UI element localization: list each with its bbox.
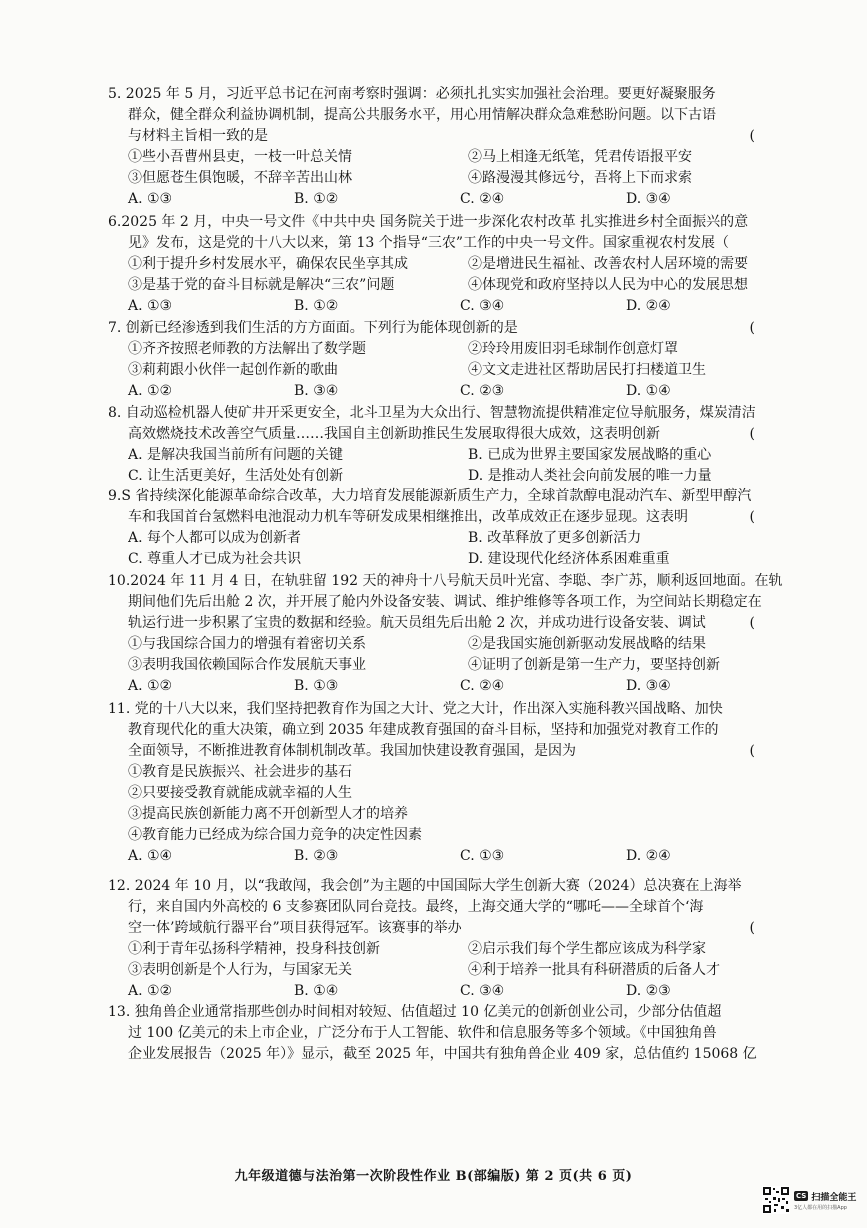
option-row [108,189,867,210]
option-a: A. ①② [128,383,173,399]
statement-row [108,655,867,676]
question-8 [108,403,867,487]
option-row [108,981,867,1002]
question-5-stem-line: 5. 2025 年 5 月，习近平总书记在河南考察时强调：必须扎扎实实加强社会治理。要更好凝聚服务 [108,86,716,102]
statement-row [108,634,867,655]
statement: ③提高民族创新能力离不开创新型人才的培养 [128,806,408,822]
question-13-stem-line: 企业发展报告（2025 年）》显示，截至 2025 年，中国共有独角兽企业 409 家，总估值约 15068 亿 [128,1046,757,1062]
question-11 [108,699,867,867]
statement: ②启示我们每个学生都应该成为科学家 [468,941,706,957]
scanner-badge [794,1190,856,1211]
question-7 [108,318,867,402]
question-5-stem-line: 群众，健全群众利益协调机制，提高公共服务水平，用心用情解决群众急难愁盼问题。以下古语 [128,107,716,123]
option-b: B. ②③ [294,848,339,864]
question-5 [108,84,867,210]
option-b: B. ①② [294,191,339,207]
statement: ①些小吾曹州县吏，一枝一叶总关情 [128,149,352,165]
statement: ④利于培养一批具有科研潜质的后备人才 [468,962,720,978]
question-12-stem-line: 12. 2024 年 10 月，以“我敢闯，我会创”为主题的中国国际大学生创新大赛（2024）总决赛在上海举 [108,878,742,894]
option-d: D. ①④ [626,383,671,399]
statement-row [108,254,867,275]
statement: ③但愿苍生俱饱暖，不辞辛苦出山林 [128,170,352,186]
statement: ②只要接受教育就能成就幸福的人生 [128,785,352,801]
statement: ②玲玲用废旧羽毛球制作创意灯罩 [468,341,678,357]
answer-paren: ( [749,743,755,759]
statement: ④文文走进社区帮助居民打扫楼道卫生 [468,362,706,378]
qr-code-icon [762,1186,790,1214]
question-10-stem-line: 期间他们先后出舱 2 次，并开展了舱内外设备安装、调试、维护维修等各项工作，为空间站长期稳定在 [128,594,762,610]
statement: ②马上相逢无纸笔，凭君传语报平安 [468,149,692,165]
option-a: A. ①② [128,678,173,694]
statement: ④证明了创新是第一生产力，要坚持创新 [468,657,720,673]
choice-row [108,528,867,549]
option-b: B. ①② [294,298,339,314]
answer-paren: ( [749,128,755,144]
choice-row [108,445,867,466]
statement: ②是增进民生福祉、改善农村人居环境的需要 [468,256,748,272]
option-b: B. ①④ [294,983,339,999]
question-13 [108,1002,867,1065]
option-c: C. 尊重人才已成为社会共识 [128,551,302,567]
option-b: B. 已成为世界主要国家发展战略的重心 [468,447,712,463]
option-c: C. ②④ [460,678,505,694]
answer-paren: ( [749,426,755,442]
option-d: D. ②④ [626,848,671,864]
question-13-stem-line: 过 100 亿美元的未上市企业，广泛分布于人工智能、软件和信息服务等多个领域。《中国独角兽 [128,1025,717,1041]
scanner-watermark [762,1180,858,1220]
statement: ③表明我国依赖国际合作发展航天事业 [128,657,366,673]
option-c: C. ③④ [460,298,505,314]
option-c: C. ①③ [460,848,505,864]
question-12-stem-line: 空一体’跨域航行器平台”项目获得冠军。该赛事的举办 ( [108,918,867,939]
question-11-stem-line: 教育现代化的重大决策，确立到 2035 年建成教育强国的奋斗目标，坚持和加强党对教育工作的 [128,722,719,738]
question-5-stem-line: 与材料主旨相一致的是 ( [108,126,867,147]
statement-row [108,339,867,360]
option-c: C. ③④ [460,983,505,999]
statement: ①利于提升乡村发展水平，确保农民坐享其成 [128,256,408,272]
statement: ①与我国综合国力的增强有着密切关系 [128,636,366,652]
option-a: A. 每个人都可以成为创新者 [128,530,302,546]
statement: ④教育能力已经成为综合国力竞争的决定性因素 [128,827,422,843]
option-a: A. ①③ [128,298,173,314]
question-9-stem-line: 9.S 省持续深化能源革命综合改革，大力培育发展能源新质生产力，全球首款醇电混动汽车、新型甲醇汽 [108,488,752,504]
statement: ④路漫漫其修远兮，吾将上下而求索 [468,170,692,186]
question-10 [108,571,867,697]
statement: ③表明创新是个人行为，与国家无关 [128,962,352,978]
option-row [108,676,867,697]
option-row [108,296,867,317]
answer-paren: ( [749,615,755,631]
question-6 [108,212,867,317]
option-a: A. 是解决我国当前所有问题的关键 [128,447,344,463]
option-d: D. 建设现代化经济体系困难重重 [468,551,670,567]
option-a: A. ①③ [128,191,173,207]
statement: ②是我国实施创新驱动发展战略的结果 [468,636,706,652]
page-footer: 九年级道德与法治第一次阶段性作业 B(部编版) 第 2 页(共 6 页) [234,1169,633,1184]
statement: ③莉莉跟小伙伴一起创作新的歌曲 [128,362,338,378]
statement: ①利于青年弘扬科学精神，投身科技创新 [128,941,380,957]
question-9 [108,486,867,570]
option-b: B. ③④ [294,383,339,399]
statement-row [108,360,867,381]
question-9-stem-line: 车和我国首台氢燃料电池混动力机车等研发成果相继推出，改革成效正在逐步显现。这表明 ( [108,507,867,528]
question-6-stem-line: 见》发布，这是党的十八大以来，第 13 个指导“三农”工作的中央一号文件。国家重视农村发展（ [128,235,730,251]
statement: ①齐齐按照老师教的方法解出了数学题 [128,341,366,357]
option-c: C. 让生活更美好，生活处处有创新 [128,468,344,484]
statement: ④体现党和政府坚持以人民为中心的发展思想 [468,277,748,293]
statement-row [108,168,867,189]
option-b: B. 改革释放了更多创新活力 [468,530,642,546]
scanner-logo: CS [796,1192,807,1200]
option-c: C. ②③ [460,383,505,399]
option-d: D. ②④ [626,298,671,314]
question-11-stem-line: 全面领导，不断推进教育体制机制改革。我国加快建设教育强国，是因为 ( [108,741,867,762]
statement-row [108,939,867,960]
question-12-stem-line: 行，来自国内外高校的 6 支参赛团队同台竞技。最终，上海交通大学的“哪吒——全球首个‘海 [128,899,704,915]
option-row [108,846,867,867]
option-d: D. ③④ [626,191,671,207]
option-d: D. ③④ [626,678,671,694]
option-a: A. ①④ [128,848,173,864]
option-a: A. ①② [128,983,173,999]
choice-row [108,466,867,487]
option-b: B. ①③ [294,678,339,694]
option-row [108,381,867,402]
answer-paren: ( [749,320,755,336]
question-11-stem-line: 11. 党的十八大以来，我们坚持把教育作为国之大计、党之大计，作出深入实施科教兴国战略、加快 [108,701,723,717]
question-10-stem-line: 10.2024 年 11 月 4 日，在轨驻留 192 天的神舟十八号航天员叶光富、李聪、李广苏，顺利返回地面。在轨 [108,573,783,589]
question-7-stem-line: 7. 创新已经渗透到我们生活的方方面面。下列行为能体现创新的是 ( [108,318,867,339]
question-12 [108,876,867,1002]
option-d: D. 是推动人类社会向前发展的唯一力量 [468,468,712,484]
statement-row [108,960,867,981]
statement-row [108,147,867,168]
answer-paren: ( [749,920,755,936]
statement: ③是基于党的奋斗目标就是解决“三农”问题 [128,277,395,293]
choice-row [108,549,867,570]
question-8-stem-line: 8. 自动巡检机器人使矿井开采更安全，北斗卫星为大众出行、智慧物流提供精准定位导航服务，煤炭清洁 [108,405,756,421]
answer-paren: ( [749,509,755,525]
question-6-stem-line: 6.2025 年 2 月，中央一号文件《中共中央 国务院关于进一步深化农村改革 扎实推进乡村全面振兴的意 [108,214,749,230]
question-10-stem-line: 轨运行进一步积累了宝贵的数据和经验。航天员组先后出舱 2 次，并成功进行设备安装、调试 ( [108,613,867,634]
statement: ①教育是民族振兴、社会进步的基石 [128,764,352,780]
question-8-stem-line: 高效燃烧技术改善空气质量……我国自主创新助推民生发展取得很大成效，这表明创新 ( [108,424,867,445]
scanner-title: 扫描全能王 [811,1192,857,1203]
statement-row [108,275,867,296]
option-d: D. ②③ [626,983,671,999]
scanner-subtitle: 3亿人都在用的扫描App [794,1204,847,1211]
option-c: C. ②④ [460,191,505,207]
question-13-stem-line: 13. 独角兽企业通常指那些创办时间相对较短、估值超过 10 亿美元的创新创业公司，少部分估值超 [108,1004,722,1020]
